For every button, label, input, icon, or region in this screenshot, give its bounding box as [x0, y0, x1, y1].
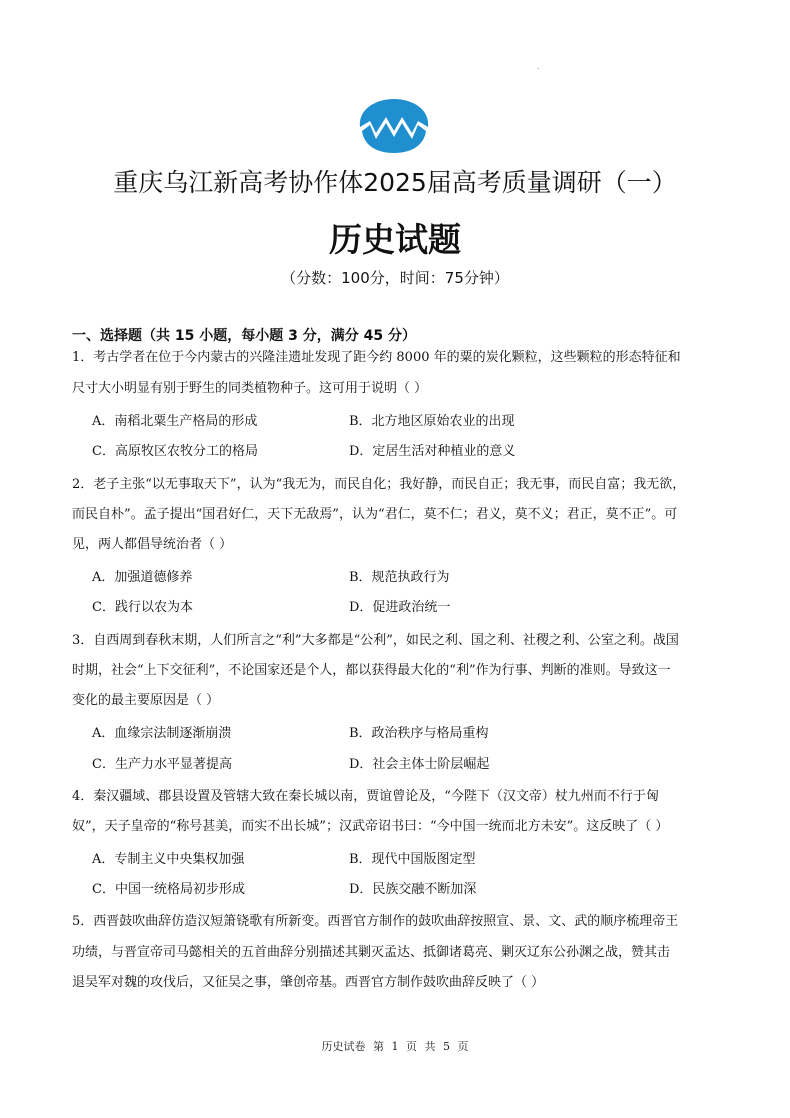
question-2-option-a: A．加强道德修养 [92, 570, 193, 585]
question-3-option-a: A．血缘宗法制逐渐崩溃 [92, 726, 232, 741]
page-footer: 历史试卷 第 1 页 共 5 页 [321, 1040, 469, 1053]
logo-icon [356, 97, 432, 155]
question-1-line-1: 1．考古学者在位于今内蒙古的兴隆洼遗址发现了距今约 8000 年的粟的炭化颗粒，这些颗粒的形态特征和 [72, 350, 681, 365]
section-heading: 一、选择题（共 15 小题，每小题 3 分，满分 45 分） [72, 328, 416, 344]
question-4-option-d: D．民族交融不断加深 [349, 882, 477, 897]
question-4-option-a: A．专制主义中央集权加强 [92, 852, 245, 867]
question-3-line-2: 时期，社会“上下交征利”，不论国家还是个人，都以获得最大化的“利”作为行事、判断的准则。导致这一 [72, 663, 671, 678]
stray-dot: . [537, 62, 540, 71]
question-2-option-b: B．规范执政行为 [349, 570, 450, 585]
question-2-line-2: 而民自朴”。孟子提出“国君好仁，天下无敌焉”，认为“君仁，莫不仁；君义，莫不义；君正，莫不正”。可 [72, 507, 678, 522]
question-3-option-b: B．政治秩序与格局重构 [349, 726, 489, 741]
question-1-line-2: 尺寸大小明显有别于野生的同类植物种子。这可用于说明（ ） [72, 381, 428, 396]
question-3-line-1: 3．自西周到春秋末期，人们所言之“利”大多都是“公利”，如民之利、国之利、社稷之利、公室之利。战国 [72, 633, 679, 648]
question-1-option-a: A．南稻北粟生产格局的形成 [92, 414, 258, 429]
question-2-line-1: 2．老子主张“以无事取天下”，认为“我无为，而民自化；我好静，而民自正；我无事，而民自富；我无欲， [72, 477, 686, 492]
question-3-option-d: D．社会主体士阶层崛起 [349, 757, 490, 772]
question-1-option-d: D．定居生活对种植业的意义 [349, 444, 516, 459]
question-5-line-1: 5．西晋鼓吹曲辞仿造汉短箫铙歌有所新变。西晋官方制作的鼓吹曲辞按照宣、景、文、武的顺序梳理帝王 [72, 914, 679, 929]
question-5-line-3: 退吴军对魏的攻伐后，又征吴之事，肇创帝基。西晋官方制作鼓吹曲辞反映了（ ） [72, 975, 545, 990]
question-2-line-3: 见，两人都倡导统治者（ ） [72, 537, 233, 552]
question-4-option-c: C．中国一统格局初步形成 [92, 882, 245, 897]
subject-title: 历史试题 [329, 220, 461, 259]
question-1-option-b: B．北方地区原始农业的出现 [349, 414, 515, 429]
exam-meta: （分数：100分，时间：75分钟） [281, 269, 509, 287]
question-4-line-2: 奴”，天子皇帝的“称号甚美，而实不出长城”；汉武帝诏书曰：“今中国一统而北方未安”。这反映了（ ） [72, 819, 669, 834]
question-1-option-c: C．高原牧区农牧分工的格局 [92, 444, 258, 459]
question-2-option-c: C．践行以农为本 [92, 600, 193, 615]
question-4-option-b: B．现代中国版图定型 [349, 852, 476, 867]
exam-title: 重庆乌江新高考协作体2025届高考质量调研（一） [113, 168, 677, 197]
question-3-line-3: 变化的最主要原因是（ ） [72, 693, 220, 708]
question-2-option-d: D．促进政治统一 [349, 600, 451, 615]
question-4-line-1: 4．秦汉疆域、郡县设置及管辖大致在秦长城以南，贾谊曾论及，“今陛下（汉文帝）杖九州而不行于匈 [72, 789, 659, 804]
question-3-option-c: C．生产力水平显著提高 [92, 757, 232, 772]
question-5-line-2: 功绩，与晋宣帝司马懿相关的五首曲辞分别描述其剿灭孟达、抵御诸葛亮、剿灭辽东公孙渊之战，赞其击 [72, 945, 671, 960]
